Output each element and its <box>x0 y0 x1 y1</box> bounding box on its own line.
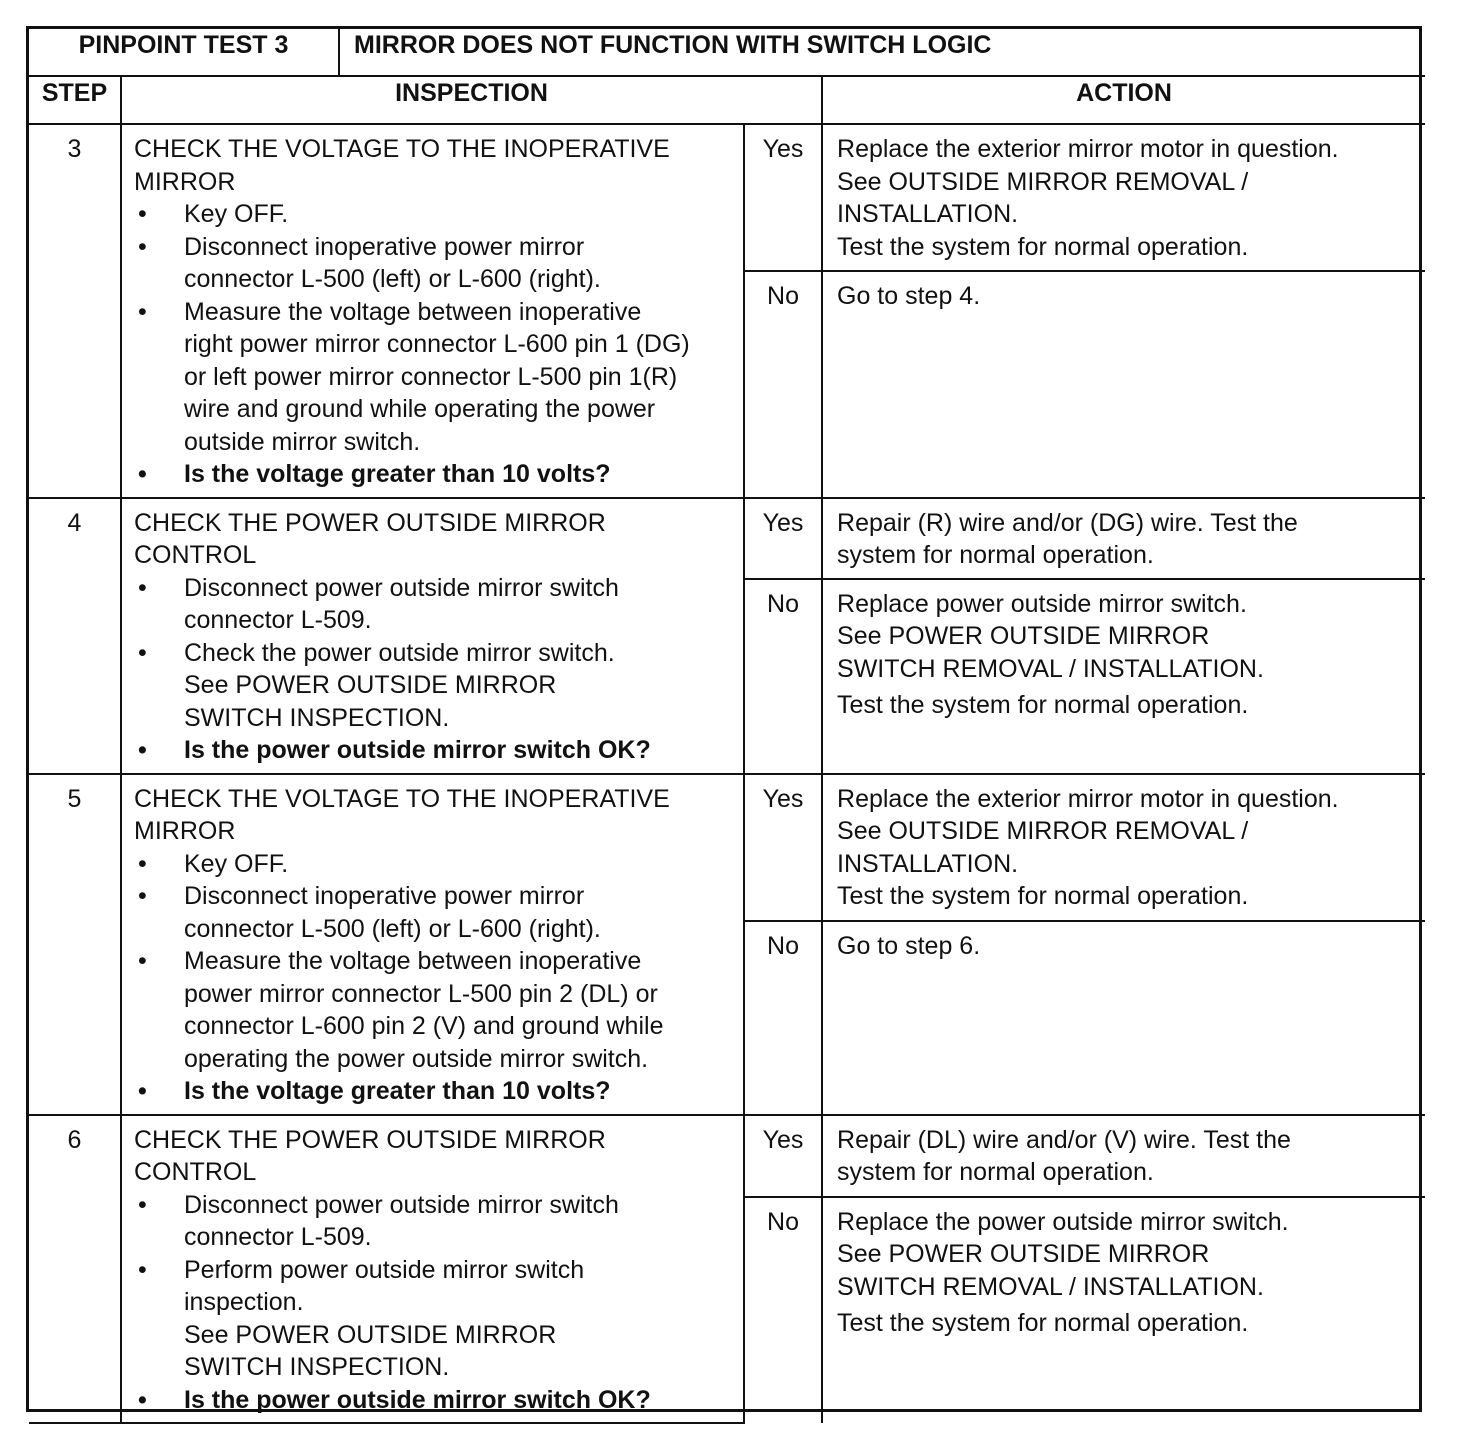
inspection-title-line: CHECK THE POWER OUTSIDE MIRROR <box>134 508 606 537</box>
bullet-line: • Check the power outside mirror switch. <box>184 638 615 667</box>
bullet-line: inspection. <box>184 1288 304 1316</box>
bullet-line: connector L-500 (left) or L-600 (right). <box>184 265 601 293</box>
inspection-title-line: CHECK THE VOLTAGE TO THE INOPERATIVE <box>134 135 670 163</box>
inspection-bullet <box>134 945 733 1075</box>
bullet-line: • Disconnect power outside mirror switch <box>184 1190 619 1219</box>
inspection-title-line: CHECK THE POWER OUTSIDE MIRROR <box>134 1125 606 1154</box>
action-line: Go to step 4. <box>837 281 981 310</box>
inspection-title <box>134 133 733 198</box>
answer-no: No <box>744 579 822 774</box>
answer-no: No <box>744 271 822 498</box>
inspection-cell <box>121 1115 744 1424</box>
inspection-bullet <box>134 231 733 296</box>
bullet-line: • Measure the voltage between inoperative <box>184 947 642 975</box>
action-line: Test the system for normal operation. <box>837 691 1249 720</box>
answer-yes: Yes <box>744 124 822 271</box>
action-line: Repair (DL) wire and/or (V) wire. Test the <box>837 1125 1291 1154</box>
bullet-line: • Key OFF. <box>184 200 289 228</box>
inspection-bullets <box>134 572 733 767</box>
step-row <box>29 1115 1425 1197</box>
bullet-line: • Disconnect inoperative power mirror <box>184 882 585 910</box>
inspection-bullets <box>134 1189 733 1417</box>
bullet-line: • Perform power outside mirror switch <box>184 1255 585 1284</box>
bullet-line: See POWER OUTSIDE MIRROR <box>184 1320 557 1349</box>
inspection-bullet <box>134 198 733 231</box>
action-no <box>822 579 1425 774</box>
action-line: Replace the exterior mirror motor in question. <box>837 784 1339 813</box>
inspection-bullet <box>134 296 733 459</box>
step-number: 6 <box>29 1115 121 1424</box>
bullet-line: SWITCH INSPECTION. <box>184 1353 450 1381</box>
inspection-cell <box>121 774 744 1115</box>
action-no <box>822 1197 1425 1423</box>
step-number: 5 <box>29 774 121 1115</box>
answer-yes: Yes <box>744 774 822 921</box>
action-no <box>822 921 1425 1115</box>
answer-no: No <box>744 1197 822 1423</box>
action-line: Replace the exterior mirror motor in question. <box>837 135 1339 163</box>
inspection-bullet <box>134 1254 733 1384</box>
question-text: • Is the voltage greater than 10 volts? <box>184 460 611 488</box>
bullet-line: power mirror connector L-500 pin 2 (DL) or <box>184 979 658 1008</box>
action-line: SWITCH REMOVAL / INSTALLATION. <box>837 654 1264 683</box>
action-line: See OUTSIDE MIRROR REMOVAL / <box>837 167 1249 196</box>
action-line: Go to step 6. <box>837 931 981 960</box>
action-yes <box>822 774 1425 921</box>
bullet-line: connector L-509. <box>184 606 372 634</box>
inspection-question <box>134 1075 733 1108</box>
action-line: Repair (R) wire and/or (DG) wire. Test the <box>837 508 1298 537</box>
inspection-question <box>134 458 733 491</box>
bullet-line: outside mirror switch. <box>184 427 421 456</box>
bullet-line: wire and ground while operating the power <box>184 395 656 423</box>
step-row <box>29 774 1425 921</box>
step-number: 3 <box>29 124 121 498</box>
inspection-title-line: MIRROR <box>134 167 236 196</box>
step-row <box>29 124 1425 271</box>
bullet-line: • Key OFF. <box>184 849 289 878</box>
inspection-title-line: CONTROL <box>134 541 257 569</box>
action-line: Replace power outside mirror switch. <box>837 589 1247 618</box>
test-label: PINPOINT TEST 3 <box>29 29 339 76</box>
action-line: system for normal operation. <box>837 541 1154 569</box>
column-header-step: STEP <box>29 76 121 124</box>
action-no <box>822 271 1425 498</box>
action-line: Replace the power outside mirror switch. <box>837 1207 1289 1236</box>
action-line: INSTALLATION. <box>837 200 1019 228</box>
action-yes <box>822 1115 1425 1197</box>
inspection-bullets <box>134 848 733 1108</box>
action-line: Test the system for normal operation. <box>837 1309 1249 1338</box>
inspection-title <box>134 507 733 572</box>
bullet-line: • Disconnect power outside mirror switch <box>184 573 619 602</box>
action-line: SWITCH REMOVAL / INSTALLATION. <box>837 1272 1264 1301</box>
inspection-cell <box>121 124 744 498</box>
action-line: Test the system for normal operation. <box>837 882 1249 910</box>
inspection-title-line: CHECK THE VOLTAGE TO THE INOPERATIVE <box>134 784 670 813</box>
bullet-line: or left power mirror connector L-500 pin 1(R) <box>184 362 678 391</box>
step-row <box>29 498 1425 579</box>
test-title: MIRROR DOES NOT FUNCTION WITH SWITCH LOGIC <box>339 29 1425 76</box>
action-line: Test the system for normal operation. <box>837 232 1249 261</box>
inspection-title-line: MIRROR <box>134 817 236 845</box>
inspection-bullets <box>134 198 733 491</box>
bullet-line: See POWER OUTSIDE MIRROR <box>184 671 557 699</box>
answer-yes: Yes <box>744 1115 822 1197</box>
bullet-line: • Measure the voltage between inoperative <box>184 297 642 326</box>
action-yes <box>822 498 1425 579</box>
inspection-bullet <box>134 637 733 735</box>
bullet-line: SWITCH INSPECTION. <box>184 703 450 732</box>
inspection-title-line: CONTROL <box>134 1158 257 1186</box>
inspection-bullet <box>134 848 733 881</box>
bullet-line: connector L-509. <box>184 1223 372 1251</box>
inspection-bullet <box>134 572 733 637</box>
inspection-bullet <box>134 880 733 945</box>
inspection-title <box>134 1124 733 1189</box>
action-yes <box>822 124 1425 271</box>
action-line: INSTALLATION. <box>837 849 1019 878</box>
answer-yes: Yes <box>744 498 822 579</box>
bullet-line: connector L-600 pin 2 (V) and ground while <box>184 1012 664 1040</box>
pinpoint-test-table <box>26 26 1422 1412</box>
answer-no: No <box>744 921 822 1115</box>
column-header-row <box>29 76 1425 124</box>
question-text: • Is the power outside mirror switch OK? <box>184 736 651 764</box>
bullet-line: right power mirror connector L-600 pin 1 (DG) <box>184 330 690 358</box>
inspection-question <box>134 734 733 767</box>
action-line: See POWER OUTSIDE MIRROR <box>837 622 1210 651</box>
bullet-line: operating the power outside mirror switch. <box>184 1044 649 1073</box>
inspection-cell <box>121 498 744 774</box>
bullet-line: • Disconnect inoperative power mirror <box>184 232 585 261</box>
test-table <box>29 29 1425 1424</box>
step-number: 4 <box>29 498 121 774</box>
column-header-action: ACTION <box>822 76 1425 124</box>
action-line: See OUTSIDE MIRROR REMOVAL / <box>837 817 1249 845</box>
action-line: See POWER OUTSIDE MIRROR <box>837 1240 1210 1269</box>
inspection-bullet <box>134 1189 733 1254</box>
question-text: • Is the voltage greater than 10 volts? <box>184 1077 611 1105</box>
column-header-inspection: INSPECTION <box>121 76 822 124</box>
action-line: system for normal operation. <box>837 1158 1154 1186</box>
question-text: • Is the power outside mirror switch OK? <box>184 1385 651 1414</box>
title-row <box>29 29 1425 76</box>
bullet-line: connector L-500 (left) or L-600 (right). <box>184 914 601 943</box>
inspection-question <box>134 1384 733 1417</box>
inspection-title <box>134 783 733 848</box>
